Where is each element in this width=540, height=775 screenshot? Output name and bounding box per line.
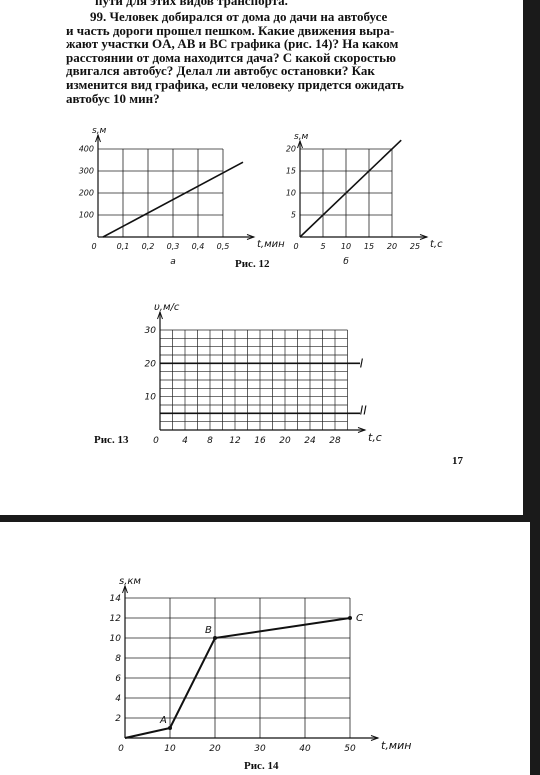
y-tick-label: 300 [78,166,94,176]
x-tick-label: 25 [409,242,421,251]
y-axis-label: s,км [119,576,141,587]
x-tick-label: 30 [254,744,266,754]
series-label: I [359,356,364,371]
graph-line [300,140,401,237]
problem-line: изменится вид графика, если человеку придется ожидать [66,76,404,92]
y-tick-label: 15 [285,166,296,176]
x-tick-label: 10 [340,242,352,251]
graph-label: б [343,257,349,267]
y-tick-label: 12 [109,614,121,624]
x-tick-label: 0 [91,242,97,251]
x-tick-label: 0,3 [166,242,180,251]
page-number: 17 [452,455,463,467]
y-tick-label: 400 [78,144,94,154]
x-tick-label: 0,2 [141,242,155,251]
x-axis-label: t,мин [381,739,412,752]
x-tick-label: 20 [386,242,398,251]
point-label: C [356,613,363,624]
x-tick-label: 10 [164,744,176,754]
x-tick-label: 50 [344,744,356,754]
y-tick-label: 4 [115,694,121,704]
graph-label: а [170,257,176,267]
y-tick-label: 14 [109,594,121,604]
x-tick-label: 15 [363,242,375,251]
point-b [213,636,217,640]
x-tick-label: 0 [118,744,124,754]
y-axis-label: υ,м/с [154,302,180,313]
x-tick-label: 0,1 [116,242,130,251]
y-axis-label: s,м [92,126,107,136]
x-tick-label: 20 [209,744,221,754]
figure-12-caption: Рис. 12 [235,258,270,270]
x-tick-label: 12 [229,436,241,446]
problem-line: жают участки OA, AB и BC графика (рис. 14)? На каком [66,36,399,52]
series-label: II [359,403,367,418]
point-c [348,616,352,620]
figure-13-caption: Рис. 13 [94,434,129,446]
y-tick-label: 10 [144,392,156,403]
problem-line: и часть дороги прошел пешком. Какие движения выра- [66,22,395,38]
textbook-page-figure-14 [0,522,530,775]
figure-12a-graph [60,122,285,267]
y-axis-label: s,м [294,132,309,142]
y-tick-label: 200 [78,188,94,198]
point-a [168,726,172,730]
problem-line: двигался автобус? Делал ли автобус остановки? Как [66,63,375,79]
y-tick-label: 100 [78,210,94,220]
x-tick-label: 0 [153,436,159,446]
y-tick-label: 6 [115,674,121,684]
x-tick-label: 8 [207,436,213,446]
x-tick-label: 0 [293,242,299,251]
x-tick-label: 4 [182,436,188,446]
y-tick-label: 20 [285,144,296,154]
x-axis-label: t,мин [257,239,285,250]
y-tick-label: 20 [144,359,156,370]
y-tick-label: 5 [290,210,296,220]
x-tick-label: 0,5 [216,242,230,251]
x-tick-label: 16 [254,436,266,446]
x-tick-label: 20 [279,436,291,446]
y-tick-label: 8 [115,654,121,664]
x-axis-label: t,c [430,239,443,250]
x-tick-label: 0,4 [191,242,205,251]
figure-13-graph [120,290,410,450]
x-tick-label: 5 [320,242,326,251]
problem-line: расстоянии от дома находится дача? С какой скоростью [66,49,396,65]
previous-line-text: пути для этих видов транспорта. [95,0,288,8]
y-tick-label: 30 [144,326,156,336]
y-tick-label: 2 [115,714,121,724]
x-axis-label: t,c [368,431,382,444]
problem-99-text [66,10,466,105]
y-tick-label: 10 [109,634,121,644]
figure-14-graph [80,558,430,768]
x-tick-label: 24 [304,436,316,446]
y-tick-label: 10 [285,188,296,198]
figure-14-caption: Рис. 14 [244,760,279,772]
point-label: B [205,625,212,636]
point-label: A [160,715,167,726]
x-tick-label: 28 [329,436,341,446]
figure-12b-graph [270,122,460,267]
x-tick-label: 40 [299,744,311,754]
problem-line: 99. Человек добирался от дома до дачи на автобусе [90,9,388,24]
problem-line: автобус 10 мин? [66,90,160,106]
